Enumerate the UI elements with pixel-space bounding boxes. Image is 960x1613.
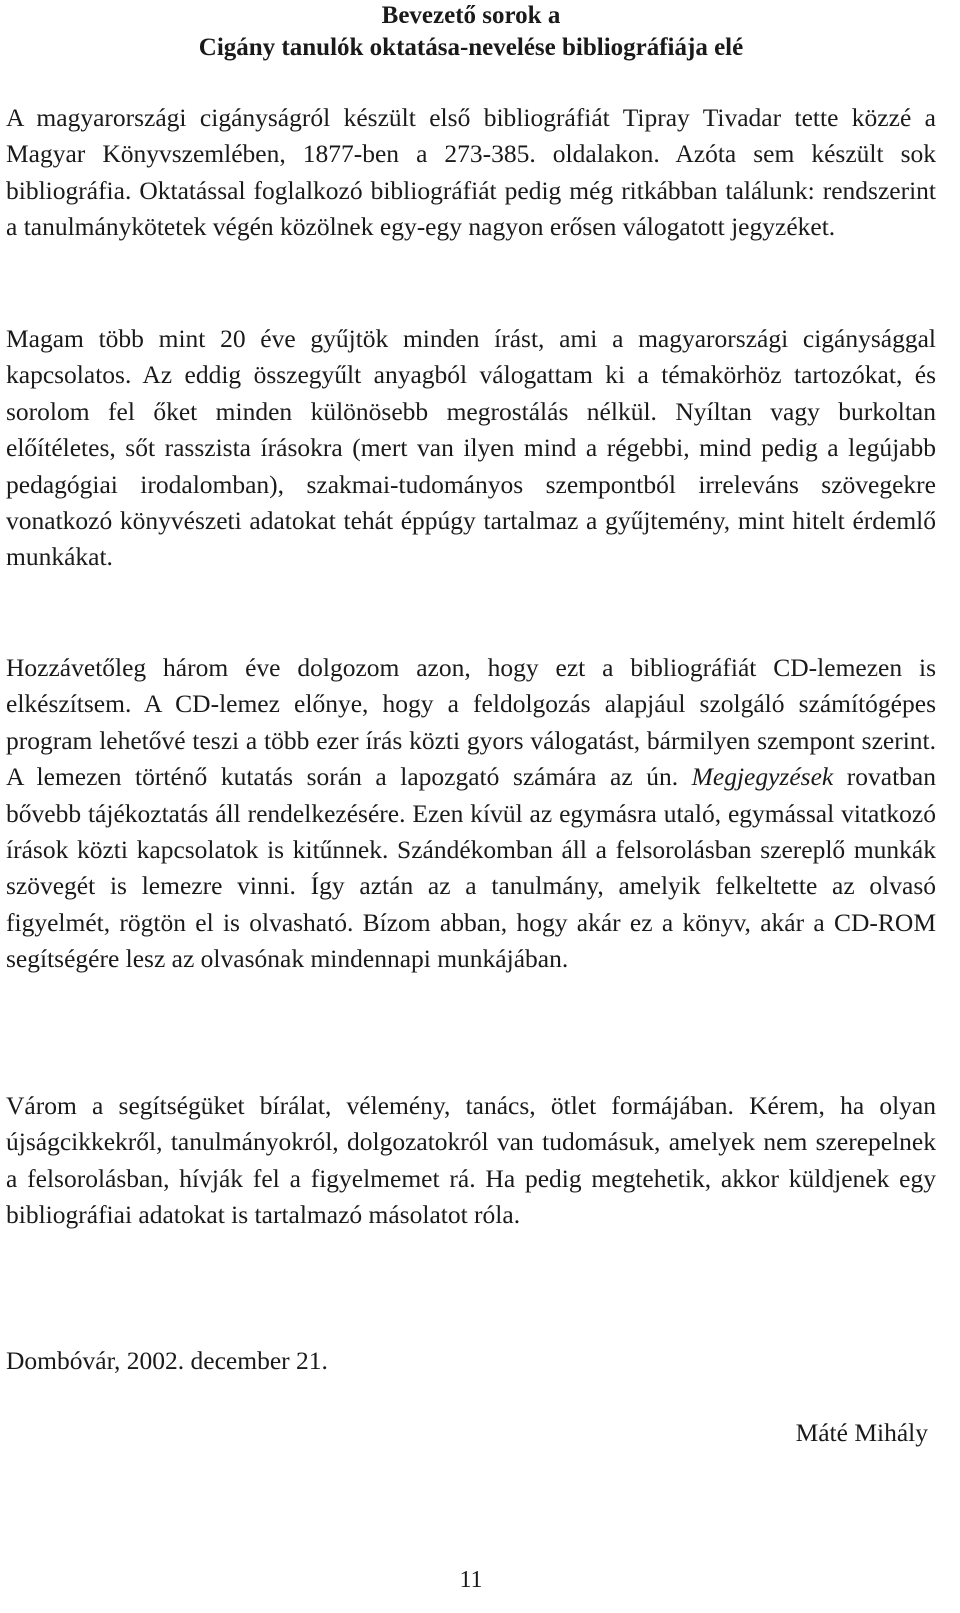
document-page	[6, 0, 936, 1593]
paragraph-4: Várom a segítségüket bírálat, vélemény, tanács, ötlet formájában. Kérem, ha olyan újságcikkekről, tanulmányokról, dolgozatokról van tudomásuk, amelyek nem szerepelnek a felsorolásban, hívják fel a figyelmemet rá. Ha pedig megtehetik, akkor küldjenek egy bibliográfiai adatokat is tartalmazó másolatot róla.	[6, 1091, 936, 1230]
author-signature: Máté Mihály	[795, 1418, 928, 1447]
paragraph-3-part-2: rovatban bővebb tájékoztatás áll rendelkezésére. Ezen kívül az egymásra utaló, egymással vitatkozó írások közti kapcsolatok is kitűnnek. Szándékomban áll a felsorolásban szereplő munkák szövegét is lemezre vinni. Így aztán az a tanulmány, amelyik felkeltette az olvasó figyelmét, rögtön el is olvasható. Bízom abban, hogy akár ez a könyv, akár a CD-ROM segítségére lesz az olvasónak mindennapi munkájában.	[6, 762, 936, 974]
title-line-2: Cigány tanulók oktatása-nevelése bibliográfiája elé	[198, 34, 744, 61]
paragraph-2: Magam több mint 20 éve gyűjtök minden írást, ami a magyarországi cigánysággal kapcsolatos. Az eddig összegyűlt anyagból válogattam ki a témakörhöz tartozókat, és sorolom fel őket minden különösebb megrostálás nélkül. Nyíltan vagy burkoltan előítéletes, sőt rasszista írásokra (mert van ilyen mind a régebbi, mind pedig a legújabb pedagógiai irodalomban), szakmai-tudományos szempontból irreleváns szövegekre vonatkozó könyvészeti adatokat tehát éppúgy tartalmaz a gyűjtemény, mint hitelt érdemlő munkákat.	[6, 324, 936, 572]
paragraph-3-part-1: Hozzávetőleg három éve dolgozom azon, hogy ezt a bibliográfiát CD-lemezen is elkészítsem. A CD-lemez előnye, hogy a feldolgozás alapjául szolgáló számítógépes program lehetővé teszi a több ezer írás közti gyors válogatást, bármilyen szempont szerint. A lemezen történő kutatás során a lapozgató számára az ún.	[6, 653, 936, 792]
paragraph-3-italic-term: Megjegyzések	[691, 762, 834, 792]
paragraph-1: A magyarországi cigányságról készült első bibliográfiát Tipray Tivadar tette közzé a Magyar Könyvszemlében, 1877-ben a 273-385. oldalakon. Azóta sem készült sok bibliográfia. Oktatással foglalkozó bibliográfiát pedig még ritkábban találunk: rendszerint a tanulmánykötetek végén közölnek egy-egy nagyon erősen válogatott jegyzéket.	[6, 103, 936, 242]
page-number: 11	[459, 1567, 483, 1593]
date-place: Dombóvár, 2002. december 21.	[6, 1346, 328, 1375]
page-title	[6, 0, 936, 64]
paragraph-3	[6, 650, 936, 978]
title-line-1: Bevezető sorok a	[381, 2, 561, 29]
